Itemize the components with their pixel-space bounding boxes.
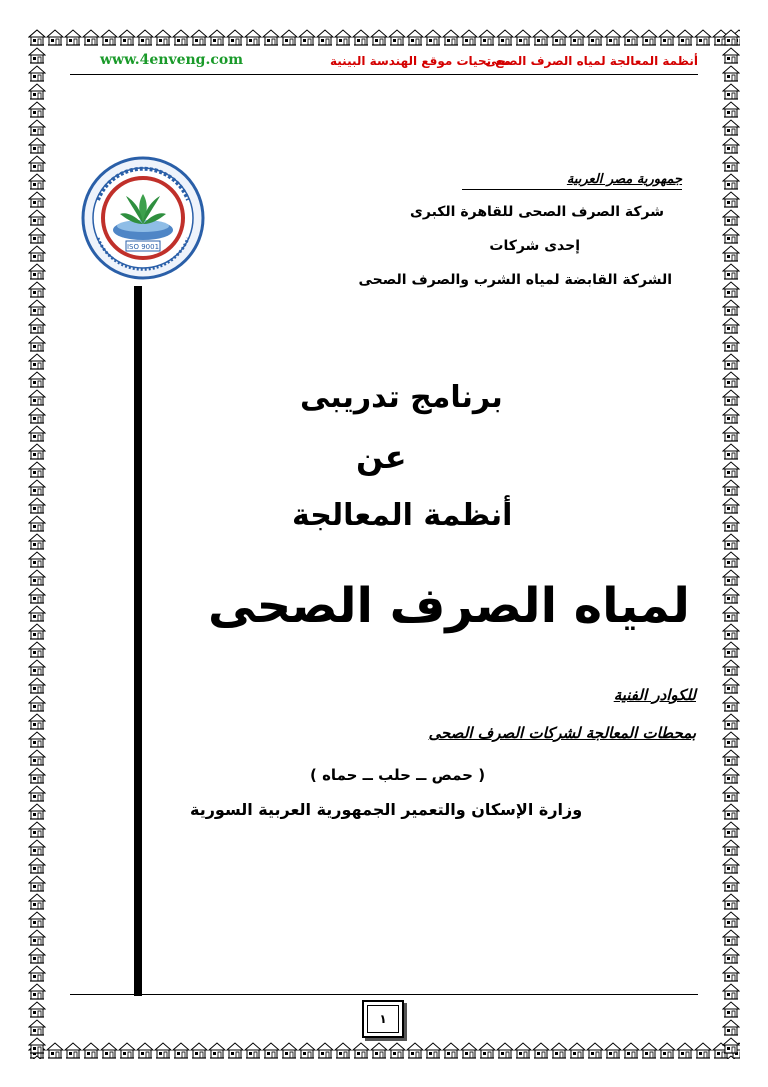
org-holding: الشركة القابضة لمياه الشرب والصرف الصحى [358, 272, 672, 288]
house-tile-icon [28, 568, 46, 586]
house-tile-icon [28, 622, 46, 640]
house-tile-icon [82, 1041, 100, 1059]
house-tile-icon [262, 28, 280, 46]
audience-line-4: وزارة الإسكان والتعمير الجمهورية العربية السورية [190, 800, 583, 819]
house-tile-icon [28, 766, 46, 784]
house-tile-icon [722, 496, 740, 514]
house-tile-icon [28, 730, 46, 748]
house-tile-icon [28, 838, 46, 856]
house-tile-icon [28, 370, 46, 388]
house-tile-icon [28, 244, 46, 262]
house-tile-icon [28, 856, 46, 874]
house-tile-icon [28, 388, 46, 406]
house-tile-icon [442, 1041, 460, 1059]
house-tile-icon [28, 64, 46, 82]
house-tile-icon [244, 1041, 262, 1059]
house-tile-icon [514, 1041, 532, 1059]
page-header [70, 52, 698, 75]
house-tile-icon [640, 1041, 658, 1059]
house-tile-icon [28, 964, 46, 982]
house-tile-icon [722, 532, 740, 550]
house-tile-icon [658, 1041, 676, 1059]
header-greeting: مع تحيات موقع الهندسة البينية [330, 54, 511, 68]
house-tile-icon [550, 1041, 568, 1059]
house-tile-icon [722, 514, 740, 532]
house-tile-icon [722, 154, 740, 172]
house-tile-icon [722, 946, 740, 964]
house-tile-icon [532, 28, 550, 46]
house-tile-icon [28, 190, 46, 208]
title-line-4: لمياه الصرف الصحى [208, 578, 690, 634]
house-tile-icon [622, 1041, 640, 1059]
house-tile-icon [28, 550, 46, 568]
house-tile-icon [28, 298, 46, 316]
house-tile-icon [28, 676, 46, 694]
house-tile-icon [406, 28, 424, 46]
house-tile-icon [28, 910, 46, 928]
house-tile-icon [722, 424, 740, 442]
house-tile-icon [722, 406, 740, 424]
house-tile-icon [722, 280, 740, 298]
house-tile-icon [694, 1041, 712, 1059]
house-tile-icon [694, 28, 712, 46]
house-tile-icon [28, 802, 46, 820]
house-tile-icon [676, 28, 694, 46]
house-tile-icon [722, 838, 740, 856]
house-tile-icon [722, 550, 740, 568]
house-tile-icon [28, 496, 46, 514]
house-tile-icon [722, 1036, 740, 1054]
house-tile-icon [722, 892, 740, 910]
house-tile-icon [118, 1041, 136, 1059]
house-tile-icon [28, 532, 46, 550]
house-tile-icon [352, 1041, 370, 1059]
header-website-link[interactable]: www.4enveng.com [100, 52, 244, 68]
house-tile-icon [28, 748, 46, 766]
decorative-vertical-bar [134, 286, 142, 996]
house-tile-icon [244, 28, 262, 46]
house-tile-icon [28, 262, 46, 280]
house-tile-icon [532, 1041, 550, 1059]
house-tile-icon [28, 640, 46, 658]
house-tile-icon [388, 1041, 406, 1059]
house-tile-icon [722, 820, 740, 838]
house-tile-icon [722, 910, 740, 928]
house-tile-icon [514, 28, 532, 46]
house-tile-icon [370, 28, 388, 46]
house-tile-icon [334, 1041, 352, 1059]
house-tile-icon [460, 28, 478, 46]
house-tile-icon [722, 370, 740, 388]
house-tile-icon [722, 568, 740, 586]
page-number: ١ [367, 1005, 399, 1033]
house-tile-icon [722, 298, 740, 316]
house-tile-icon [496, 1041, 514, 1059]
house-tile-icon [722, 118, 740, 136]
house-tile-icon [604, 1041, 622, 1059]
house-tile-icon [28, 28, 46, 46]
house-tile-icon [28, 514, 46, 532]
house-tile-icon [424, 28, 442, 46]
house-tile-icon [622, 28, 640, 46]
house-tile-icon [64, 1041, 82, 1059]
house-tile-icon [722, 46, 740, 64]
org-company: شركة الصرف الصحى للقاهرة الكبرى [410, 204, 664, 220]
house-tile-icon [190, 28, 208, 46]
house-tile-icon [46, 1041, 64, 1059]
house-tile-icon [586, 1041, 604, 1059]
house-tile-icon [28, 118, 46, 136]
house-tile-icon [28, 280, 46, 298]
house-tile-icon [172, 28, 190, 46]
house-tile-icon [722, 334, 740, 352]
house-tile-icon [28, 478, 46, 496]
house-tile-icon [28, 982, 46, 1000]
house-tile-icon [722, 208, 740, 226]
house-tile-icon [722, 352, 740, 370]
page-border-left [28, 28, 46, 1059]
house-tile-icon [352, 28, 370, 46]
house-tile-icon [28, 46, 46, 64]
house-tile-icon [722, 766, 740, 784]
house-tile-icon [226, 1041, 244, 1059]
house-tile-icon [442, 28, 460, 46]
house-tile-icon [722, 226, 740, 244]
house-tile-icon [28, 1036, 46, 1054]
house-tile-icon [722, 748, 740, 766]
audience-line-3: ( حمص ــ حلب ــ حماه ) [310, 766, 486, 784]
logo-iso-label: ISO 9001 [126, 243, 160, 251]
house-tile-icon [460, 1041, 478, 1059]
house-tile-icon [722, 874, 740, 892]
house-tile-icon [722, 640, 740, 658]
house-tile-icon [154, 28, 172, 46]
house-tile-icon [722, 136, 740, 154]
house-tile-icon [334, 28, 352, 46]
house-tile-icon [722, 1018, 740, 1036]
house-tile-icon [28, 1054, 46, 1059]
house-tile-icon [280, 28, 298, 46]
house-tile-icon [424, 1041, 442, 1059]
house-tile-icon [722, 928, 740, 946]
company-logo [76, 150, 210, 290]
house-tile-icon [722, 100, 740, 118]
house-tile-icon [262, 1041, 280, 1059]
house-tile-icon [722, 784, 740, 802]
house-tile-icon [722, 676, 740, 694]
house-tile-icon [28, 694, 46, 712]
house-tile-icon [298, 28, 316, 46]
house-tile-icon [280, 1041, 298, 1059]
house-tile-icon [28, 460, 46, 478]
house-tile-icon [28, 928, 46, 946]
house-tile-icon [676, 1041, 694, 1059]
house-tile-icon [226, 28, 244, 46]
house-tile-icon [568, 28, 586, 46]
house-tile-icon [722, 460, 740, 478]
house-tile-icon [722, 604, 740, 622]
house-tile-icon [28, 658, 46, 676]
house-tile-icon [28, 208, 46, 226]
title-line-3: أنظمة المعالجة [292, 498, 513, 533]
house-tile-icon [722, 316, 740, 334]
footer-rule [70, 994, 698, 995]
house-tile-icon [722, 172, 740, 190]
house-tile-icon [136, 28, 154, 46]
house-tile-icon [722, 982, 740, 1000]
house-tile-icon [118, 28, 136, 46]
house-tile-icon [100, 28, 118, 46]
house-tile-icon [28, 820, 46, 838]
house-tile-icon [658, 28, 676, 46]
house-tile-icon [370, 1041, 388, 1059]
house-tile-icon [722, 964, 740, 982]
house-tile-icon [604, 28, 622, 46]
house-tile-icon [28, 586, 46, 604]
house-tile-icon [568, 1041, 586, 1059]
house-tile-icon [28, 424, 46, 442]
house-tile-icon [28, 406, 46, 424]
house-tile-icon [28, 442, 46, 460]
org-country: جمهورية مصر العربية [462, 172, 682, 190]
audience-line-2: بمحطات المعالجة لشركات الصرف الصحى [428, 724, 696, 742]
house-tile-icon [28, 874, 46, 892]
house-tile-icon [722, 622, 740, 640]
house-tile-icon [478, 1041, 496, 1059]
house-tile-icon [722, 856, 740, 874]
house-tile-icon [722, 28, 740, 46]
house-tile-icon [722, 730, 740, 748]
house-tile-icon [28, 136, 46, 154]
house-tile-icon [722, 190, 740, 208]
house-tile-icon [586, 28, 604, 46]
house-tile-icon [406, 1041, 424, 1059]
house-tile-icon [28, 316, 46, 334]
header-title: أنظمة المعالجة لمياه الصرف الصحى [485, 54, 698, 68]
house-tile-icon [640, 28, 658, 46]
house-tile-icon [82, 28, 100, 46]
house-tile-icon [136, 1041, 154, 1059]
house-tile-icon [190, 1041, 208, 1059]
house-tile-icon [722, 478, 740, 496]
house-tile-icon [722, 712, 740, 730]
page-border-top [28, 28, 740, 46]
house-tile-icon [28, 892, 46, 910]
house-tile-icon [478, 28, 496, 46]
house-tile-icon [28, 334, 46, 352]
house-tile-icon [722, 802, 740, 820]
house-tile-icon [28, 100, 46, 118]
house-tile-icon [722, 658, 740, 676]
house-tile-icon [722, 262, 740, 280]
house-tile-icon [28, 1000, 46, 1018]
house-tile-icon [722, 82, 740, 100]
house-tile-icon [496, 28, 514, 46]
house-tile-icon [28, 1018, 46, 1036]
house-tile-icon [154, 1041, 172, 1059]
house-tile-icon [550, 28, 568, 46]
house-tile-icon [28, 172, 46, 190]
house-tile-icon [722, 388, 740, 406]
house-tile-icon [28, 154, 46, 172]
house-tile-icon [28, 604, 46, 622]
house-tile-icon [172, 1041, 190, 1059]
house-tile-icon [316, 1041, 334, 1059]
title-line-2: عن [356, 438, 407, 476]
house-tile-icon [28, 226, 46, 244]
house-tile-icon [722, 1000, 740, 1018]
house-tile-icon [388, 28, 406, 46]
house-tile-icon [28, 784, 46, 802]
page-number-box [362, 1000, 404, 1038]
page-border-right [722, 28, 740, 1059]
house-tile-icon [64, 28, 82, 46]
house-tile-icon [722, 694, 740, 712]
page-border-bottom [28, 1041, 740, 1059]
house-tile-icon [100, 1041, 118, 1059]
house-tile-icon [722, 244, 740, 262]
house-tile-icon [298, 1041, 316, 1059]
house-tile-icon [208, 28, 226, 46]
house-tile-icon [722, 64, 740, 82]
house-tile-icon [208, 1041, 226, 1059]
house-tile-icon [722, 586, 740, 604]
house-tile-icon [28, 946, 46, 964]
org-subsidiary: إحدى شركات [489, 238, 580, 254]
title-line-1: برنامج تدريبى [300, 380, 503, 415]
house-tile-icon [28, 712, 46, 730]
audience-line-1: للكوادر الفنية [613, 686, 696, 704]
house-tile-icon [46, 28, 64, 46]
house-tile-icon [316, 28, 334, 46]
house-tile-icon [28, 352, 46, 370]
house-tile-icon [722, 442, 740, 460]
house-tile-icon [28, 82, 46, 100]
house-tile-icon [722, 1054, 740, 1059]
